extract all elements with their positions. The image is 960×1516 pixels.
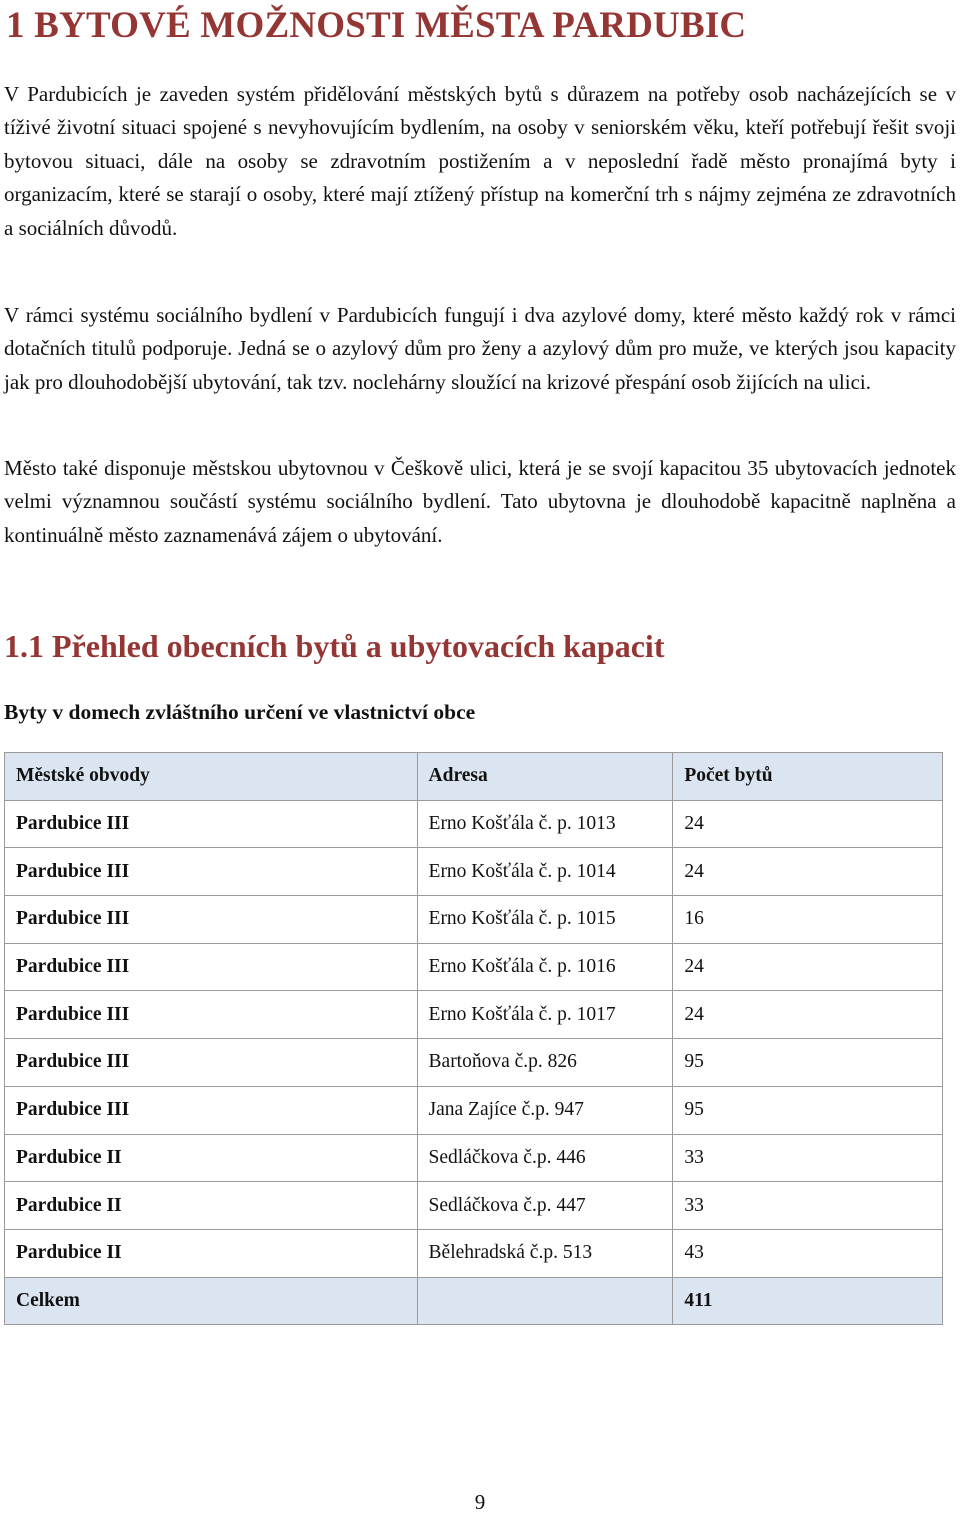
cell-district: Pardubice III (5, 848, 418, 896)
cell-district: Pardubice III (5, 896, 418, 944)
cell-count: 33 (673, 1134, 943, 1182)
cell-count: 95 (673, 1039, 943, 1087)
table-row (5, 1229, 943, 1277)
cell-district: Pardubice III (5, 800, 418, 848)
table-row (5, 991, 943, 1039)
chapter-heading: 1 BYTOVÉ MOŽNOSTI MĚSTA PARDUBIC (6, 5, 747, 46)
cell-address: Erno Košťála č. p. 1016 (417, 943, 673, 991)
cell-address: Bělehradská č.p. 513 (417, 1229, 673, 1277)
cell-address: Erno Košťála č. p. 1014 (417, 848, 673, 896)
cell-count: 24 (673, 800, 943, 848)
cell-address: Bartoňova č.p. 826 (417, 1039, 673, 1087)
table-row (5, 1039, 943, 1087)
table-row (5, 848, 943, 896)
header-address: Adresa (417, 753, 673, 801)
cell-address: Sedláčkova č.p. 447 (417, 1182, 673, 1230)
table-total-row (5, 1277, 943, 1325)
cell-district: Pardubice III (5, 1086, 418, 1134)
cell-address: Erno Košťála č. p. 1015 (417, 896, 673, 944)
section-heading: 1.1 Přehled obecních bytů a ubytovacích kapacit (4, 628, 665, 664)
cell-district: Pardubice III (5, 991, 418, 1039)
cell-district: Pardubice III (5, 1039, 418, 1087)
page-number: 9 (474, 1490, 486, 1514)
paragraph-housing-system: V Pardubicích je zaveden systém přidělování městských bytů s důrazem na potřeby osob nacházejících se v tíživé životní situaci spojené s nevyhovujícím bydlením, na osoby v seniorském věku, kteří potřebují řešit svoji bytovou situaci, dále na osoby se zdravotním postižením a v neposlední řadě město pronajímá byty i organizacím, které se starají o osoby, které mají ztížený přístup na komerční trh s nájmy zejména ze zdravotních a sociálních důvodů. (4, 82, 956, 240)
table-row (5, 943, 943, 991)
cell-total-label: Celkem (5, 1277, 418, 1325)
cell-count: 24 (673, 943, 943, 991)
table-row (5, 1134, 943, 1182)
table-caption: Byty v domech zvláštního určení ve vlastnictví obce (4, 700, 476, 724)
apartments-table (4, 752, 943, 1325)
cell-count: 24 (673, 991, 943, 1039)
header-count: Počet bytů (673, 753, 943, 801)
cell-count: 33 (673, 1182, 943, 1230)
header-district: Městské obvody (5, 753, 418, 801)
table-row (5, 1182, 943, 1230)
table-row (5, 800, 943, 848)
table-header-row (5, 753, 943, 801)
cell-count: 95 (673, 1086, 943, 1134)
table-row (5, 1086, 943, 1134)
cell-district: Pardubice II (5, 1182, 418, 1230)
paragraph-hostel: Město také disponuje městskou ubytovnou v Češkově ulici, která je se svojí kapacitou 35 ubytovacích jednotek velmi významnou součástí systému sociálního bydlení. Tato ubytovna je dlouhodobě kapacitně naplněna a kontinuálně město zaznamenává zájem o ubytování. (4, 456, 956, 547)
cell-district: Pardubice III (5, 943, 418, 991)
cell-district: Pardubice II (5, 1134, 418, 1182)
paragraph-shelters: V rámci systému sociálního bydlení v Pardubicích fungují i dva azylové domy, které město každý rok v rámci dotačních titulů podporuje. Jedná se o azylový dům pro ženy a azylový dům pro muže, ve kterých jsou kapacity jak pro dlouhodobější ubytování, tak tzv. noclehárny sloužící na krizové přespání osob žijících na ulici. (4, 303, 956, 394)
cell-district: Pardubice II (5, 1229, 418, 1277)
cell-address: Sedláčkova č.p. 446 (417, 1134, 673, 1182)
table-row (5, 896, 943, 944)
cell-count: 43 (673, 1229, 943, 1277)
cell-total-count: 411 (673, 1277, 943, 1325)
cell-address: Erno Košťála č. p. 1017 (417, 991, 673, 1039)
cell-total-empty (417, 1277, 673, 1325)
cell-count: 24 (673, 848, 943, 896)
cell-count: 16 (673, 896, 943, 944)
cell-address: Erno Košťála č. p. 1013 (417, 800, 673, 848)
cell-address: Jana Zajíce č.p. 947 (417, 1086, 673, 1134)
